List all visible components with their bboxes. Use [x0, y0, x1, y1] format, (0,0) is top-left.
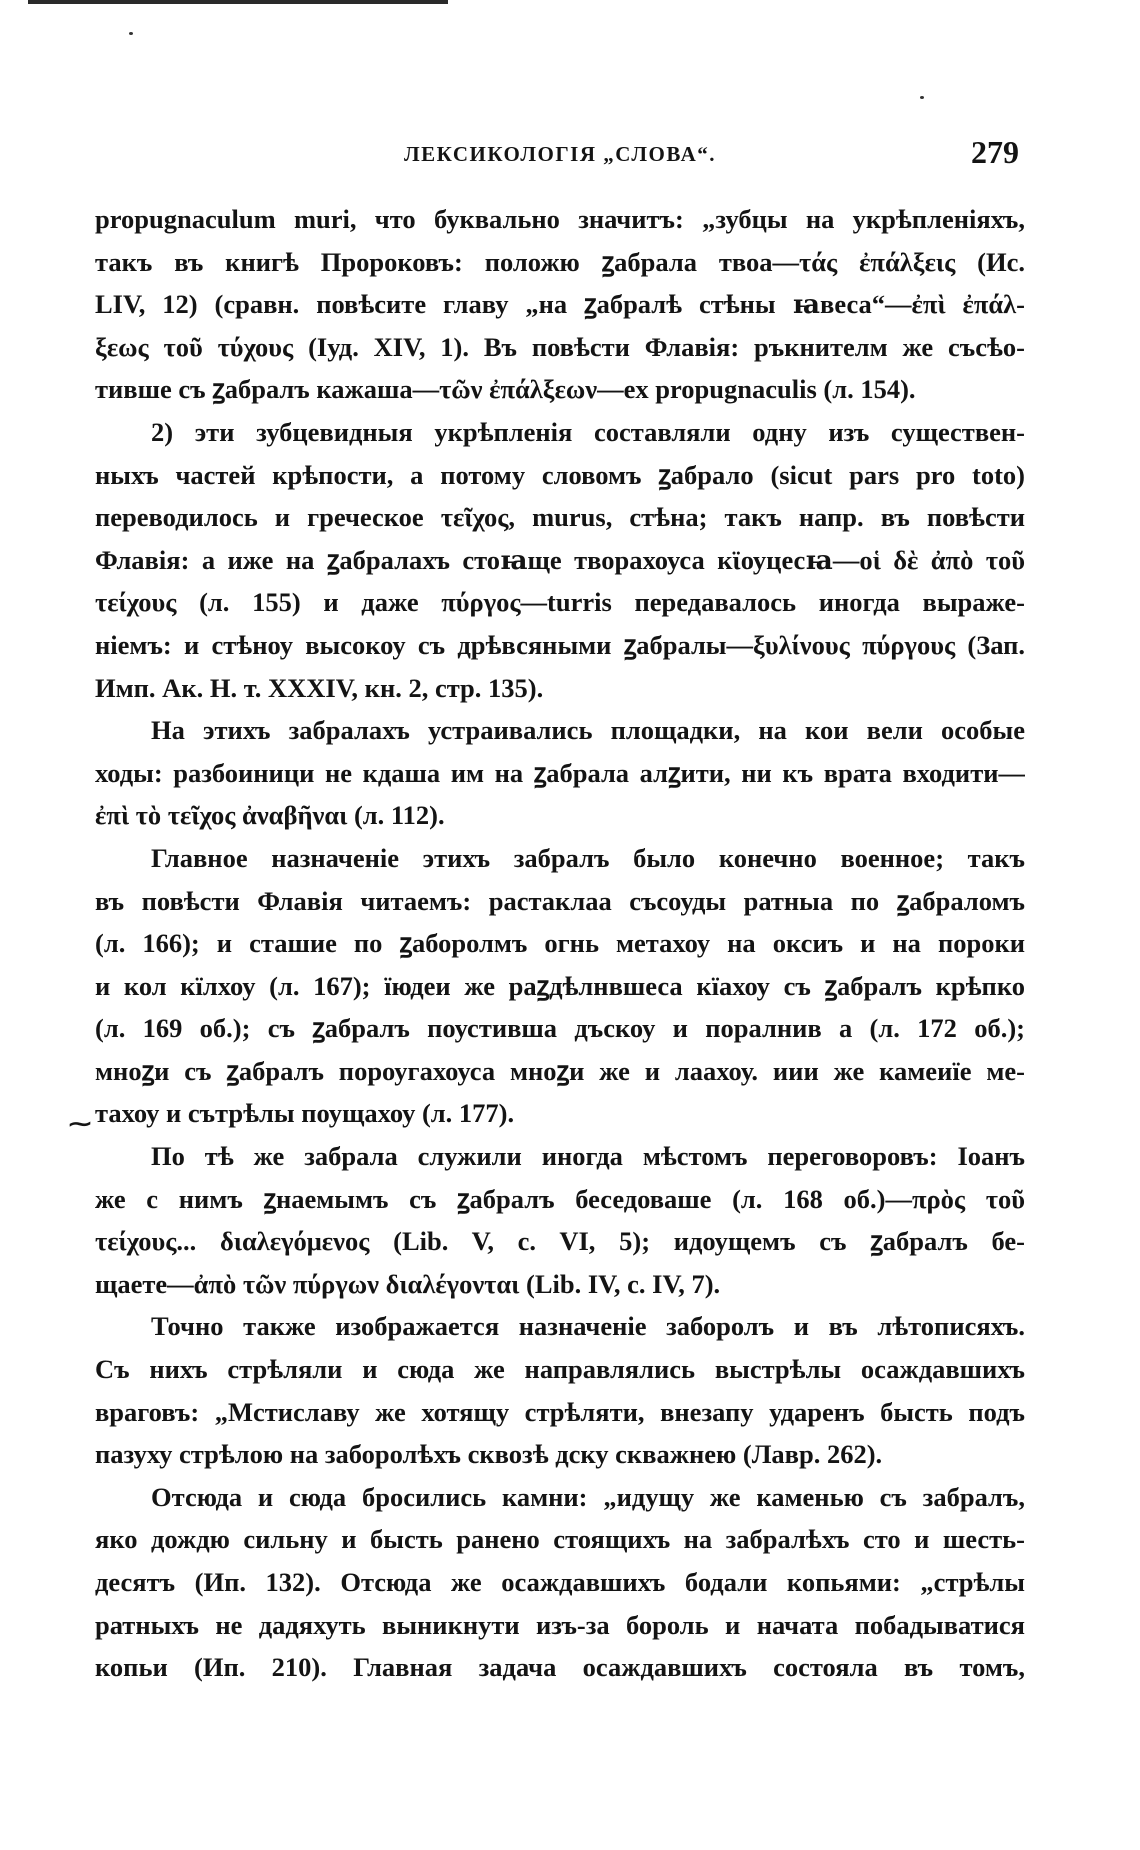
paragraph — [69, 837, 1025, 1136]
text-line: ἐπὶ τὸ τεῖχος ἀναβῆναι (л. 112). — [95, 800, 445, 831]
margin-mark: ⁓ — [69, 1110, 91, 1136]
text-line: На этихъ забралахъ устраивались площадки, на кои вели особые — [151, 715, 1025, 746]
text-line: (л. 166); и сташие по ꙁаборолмъ огнь метахоу на оксиъ и на пороки — [95, 928, 1025, 959]
paragraph — [95, 709, 1025, 837]
text-line: тахоу и сътрѣлы поущахоу (л. 177). — [95, 1098, 515, 1129]
paragraph — [95, 1476, 1025, 1689]
text-line: переводилось и греческое τεῖχος, murus, стѣна; такъ напр. въ повѣсти — [95, 502, 1025, 533]
text-line: въ повѣсти Флавія читаемъ: растаклаа съсоуды ратныа по ꙁабраломъ — [95, 885, 1025, 916]
text-line: Точно также изображается назначеніе заборолъ и въ лѣтописяхъ. — [151, 1311, 1025, 1342]
text-line: яко дождю сильну и бысть ранено стоящихъ на забралѣхъ сто и шесть- — [95, 1524, 1025, 1555]
running-title: ЛЕКСИКОЛОГІЯ „СЛОВА“. — [403, 142, 716, 166]
text-line: же с нимъ ꙁнаемымъ съ ꙁабралъ беседоваше (л. 168 об.)—πρὸς τοῦ — [95, 1183, 1025, 1214]
book-page — [69, 134, 1025, 1689]
text-line: Флавія: а иже на ꙁабралахъ стоꙗще творахоуса кϊоуцесꙗ—οἱ δὲ ἀπὸ τοῦ — [95, 544, 1025, 575]
text-line: щаете—ἀπὸ τῶν πύργων διαλέγονται (Lib. IV, c. IV, 7). — [95, 1268, 721, 1299]
text-line: τείχους (л. 155) и даже πύργος—turris передавалось иногда выраже- — [95, 587, 1025, 618]
text-line: ходы: разбоиници не кдаша им на ꙁабрала алꙁити, ни къ врата входити— — [95, 757, 1025, 788]
text-line: пазуху стрѣлою на заборолѣхъ сквозѣ дску скважнею (Лавр. 262). — [95, 1439, 883, 1470]
text-line: мноꙁи съ ꙁабралъ пороугахоуса мноꙁи же и лаахоу. иии же камеиїе ме- — [95, 1055, 1025, 1086]
text-line: и кол кїлхоу (л. 167); їюдеи же раꙁдѣлнвшеса кїахоу съ ꙁабралъ крѣпко — [95, 970, 1025, 1001]
text-line: тивше съ ꙁабралъ кажаша—τῶν ἐπάλξεων—ex propugnaculis (л. 154). — [95, 374, 916, 405]
text-line: ξεως τοῦ τύχους (Іуд. XIV, 1). Въ повѣсти Флавія: ръкнителм же съсѣо- — [95, 331, 1025, 362]
scan-speck — [920, 96, 924, 99]
paragraph — [95, 1305, 1025, 1475]
text-line: враговъ: „Мстиславу же хотящу стрѣляти, внезапу ударенъ бысть подъ — [95, 1396, 1025, 1427]
text-line: Съ нихъ стрѣляли и сюда же направлялись выстрѣлы осаждавшихъ — [95, 1354, 1025, 1385]
text-line: такъ въ книгѣ Пророковъ: положю ꙁабрала твоа—τάς ἐπάλξεις (Ис. — [95, 246, 1025, 277]
text-line: τείχους... διαλεγόμενος (Lib. V, c. VI, 5); идоущемъ съ ꙁабралъ бе- — [95, 1226, 1025, 1257]
text-line: 2) эти зубцевидныя укрѣпленія составляли одну изъ существен- — [151, 416, 1025, 447]
page-number: 279 — [971, 134, 1019, 170]
paragraph — [95, 411, 1025, 709]
text-line: (л. 169 об.); съ ꙁабралъ поустивша дъскоу и поралнив а (л. 172 об.); — [95, 1013, 1025, 1044]
text-line: ніемъ: и стѣноу высокоу съ дрѣвсяными ꙁабралы—ξυλίνους πύργους (Зап. — [95, 629, 1025, 660]
text-line: десятъ (Ип. 132). Отсюда же осаждавшихъ бодали копьями: „стрѣлы — [95, 1567, 1025, 1597]
scan-top-rule — [28, 0, 448, 4]
text-line: По тѣ же забрала служили иногда мѣстомъ переговоровъ: Іоанъ — [151, 1141, 1025, 1172]
text-line: Имп. Ак. Н. т. XXXIV, кн. 2, стр. 135). — [95, 672, 544, 703]
text-line: копьи (Ип. 210). Главная задача осаждавшихъ состояла въ томъ, — [95, 1652, 1025, 1683]
text-line: Отсюда и сюда бросились камни: „идущу же каменью съ забралъ, — [151, 1481, 1025, 1512]
text-line: ратныхъ не дадяхуть выникнути изъ-за бороль и начата побадыватися — [95, 1609, 1025, 1640]
text-line: LIV, 12) (сравн. повѣсите главу „на ꙁабралѣ стѣны ꙗвеса“—ἐπὶ ἐπάλ- — [95, 289, 1025, 320]
text-line: propugnaculum muri, что буквально значитъ: „зубцы на укрѣпленіяхъ, — [95, 204, 1025, 234]
scan-speck — [129, 32, 133, 35]
body-text — [69, 198, 1025, 1689]
text-line: Главное назначеніе этихъ забралъ было конечно военное; такъ — [151, 842, 1025, 873]
running-head — [95, 134, 1025, 178]
paragraph — [95, 1135, 1025, 1305]
text-line: ныхъ частей крѣпости, а потому словомъ ꙁабрало (sicut pars pro toto) — [95, 459, 1025, 490]
paragraph — [95, 198, 1025, 411]
